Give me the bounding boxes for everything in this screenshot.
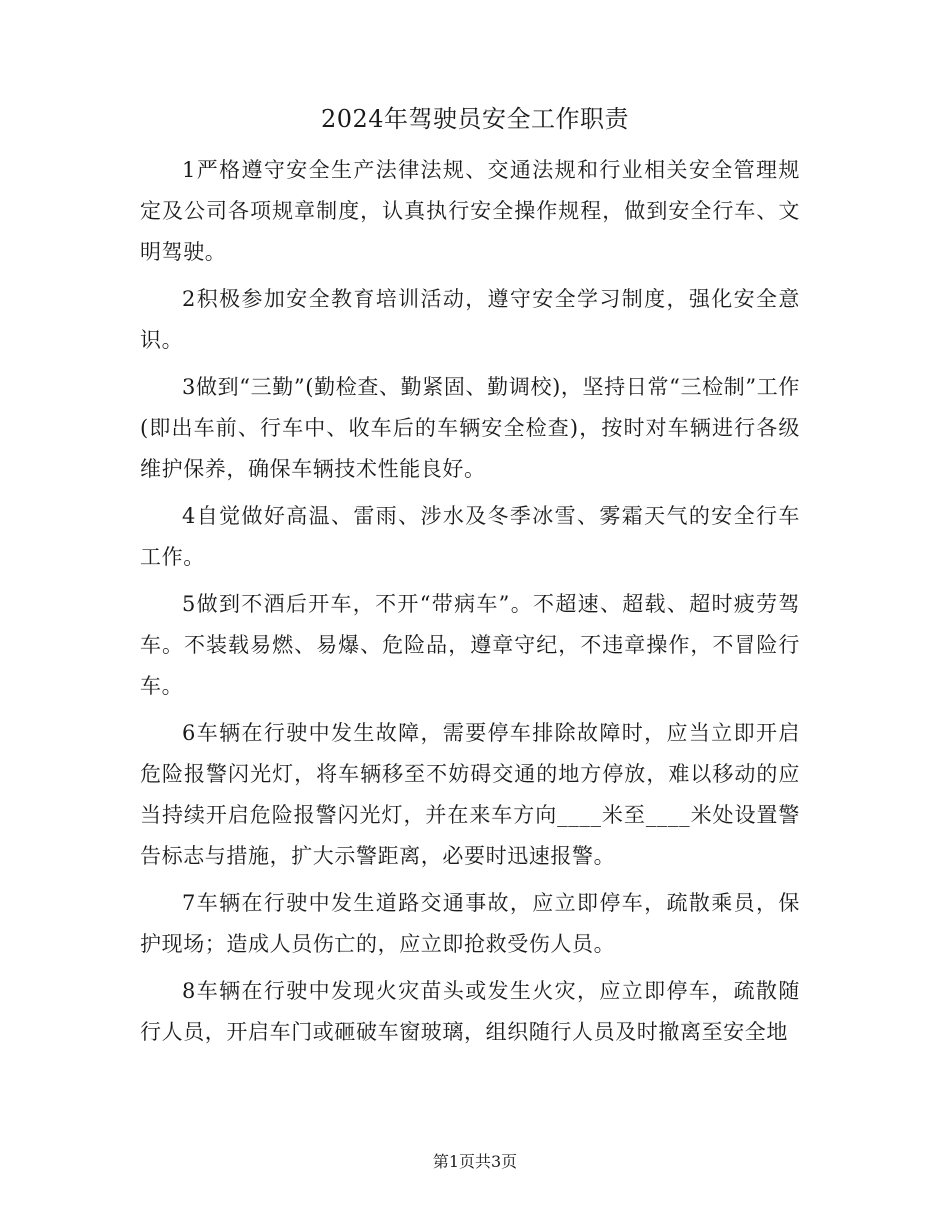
paragraph-3: 3做到“三勤”(勤检查、勤紧固、勤调校)，坚持日常“三检制”工作(即出车前、行车中、收车后的车辆安全检查)，按时对车辆进行各级维护保养，确保车辆技术性能良好。 <box>140 375 800 481</box>
paragraph-8: 8车辆在行驶中发现火灾苗头或发生火灾，应立即停车，疏散随行人员，开启车门或砸破车窗玻璃，组织随行人员及时撤离至安全地 <box>140 979 800 1044</box>
document-title: 2024年驾驶员安全工作职责 <box>320 105 630 133</box>
paragraph-7: 7车辆在行驶中发生道路交通事故，应立即停车，疏散乘员，保护现场；造成人员伤亡的，应立即抢救受伤人员。 <box>140 891 800 956</box>
paragraph-1: 1严格遵守安全生产法律法规、交通法规和行业相关安全管理规定及公司各项规章制度，认真执行安全操作规程，做到安全行车、文明驾驶。 <box>140 158 800 264</box>
paragraph-6: 6车辆在行驶中发生故障，需要停车排除故障时，应当立即开启危险报警闪光灯，将车辆移至不妨碍交通的地方停放，难以移动的应当持续开启危险报警闪光灯，并在来车方向____米至____米处设置警告标志与措施，扩大示警距离，必要时迅速报警。 <box>140 721 800 868</box>
document-body <box>140 150 800 1059</box>
paragraph-2: 2积极参加安全教育培训活动，遵守安全学习制度，强化安全意识。 <box>140 287 800 352</box>
paragraph-4: 4自觉做好高温、雷雨、涉水及冬季冰雪、雾霜天气的安全行车工作。 <box>140 504 800 569</box>
page-number-footer: 第1页共3页 <box>432 1152 518 1171</box>
paragraph-5: 5做到不酒后开车，不开“带病车”。不超速、超载、超时疲劳驾车。不装载易燃、易爆、危险品，遵章守纪，不违章操作，不冒险行车。 <box>140 592 800 698</box>
